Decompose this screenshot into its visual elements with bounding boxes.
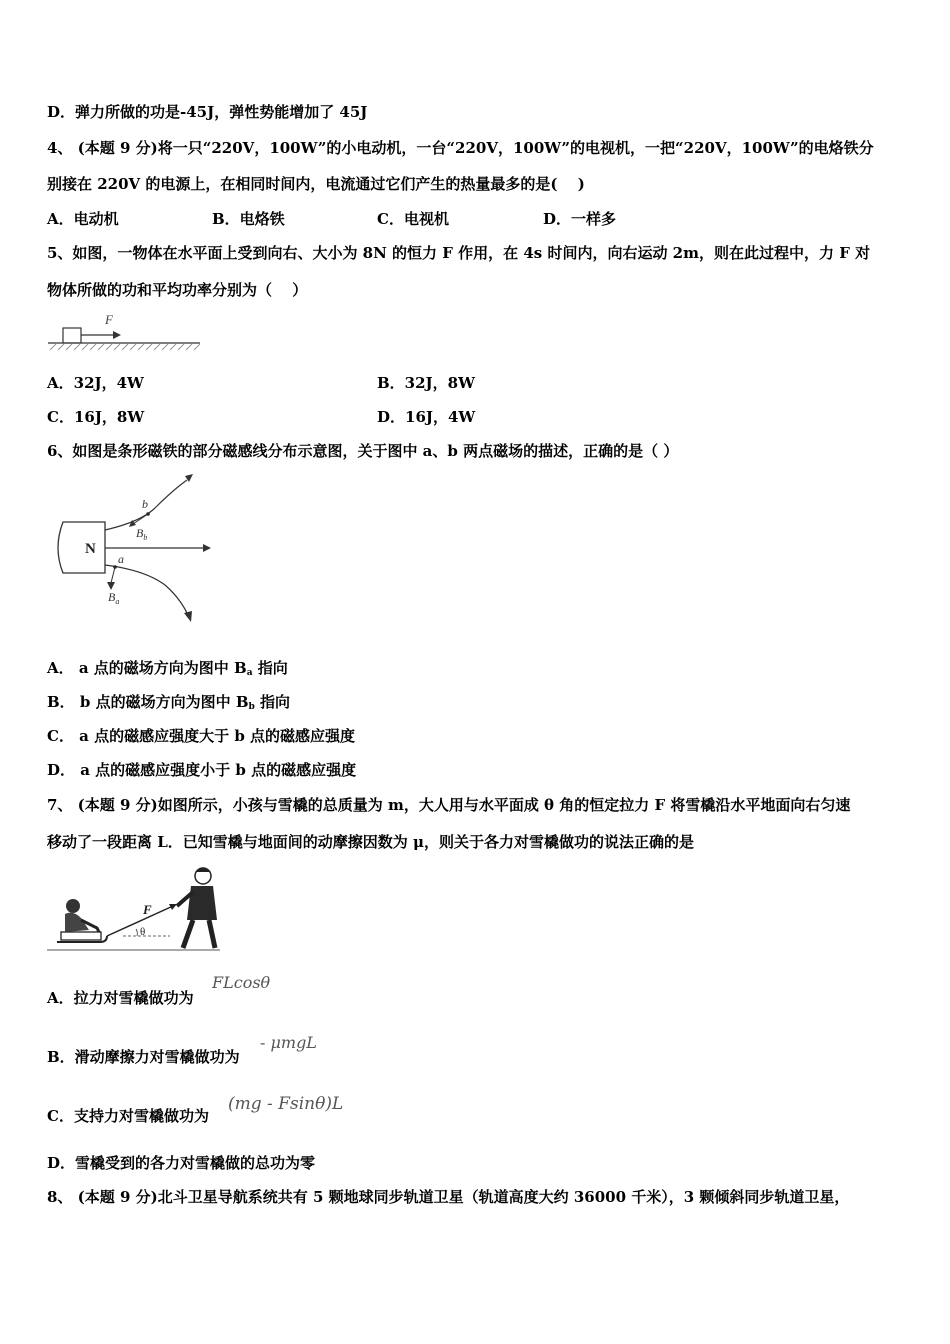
q5-option-d: D．16J，4W [377,408,476,426]
q5-force-label: F [105,312,113,327]
q7-option-b: B．滑动摩擦力对雪橇做功为 [47,1048,240,1066]
q7-option-c: C．支持力对雪橇做功为 [47,1107,209,1125]
q5-stem-line2: 物体所做的功和平均功率分别为（ ） [47,281,308,299]
q7-angle-label: θ [140,926,146,938]
q6-option-c: C． a 点的磁感应强度大于 b 点的磁感应强度 [47,727,356,745]
q7-stem-line1: 7、 (本题 9 分)如图所示，小孩与雪橇的总质量为 m，大人用与水平面成 θ 角的恒定拉力 F 将雪橇沿水平地面向右匀速 [47,796,851,814]
q6-option-d: D． a 点的磁感应强度小于 b 点的磁感应强度 [47,761,357,779]
q6-magnet-field-figure [45,470,220,625]
q4-option-a: A．电动机 [47,210,119,228]
q7-sled-figure [45,862,225,957]
q6-point-a: a [118,552,124,566]
q4-option-b: B．电烙铁 [212,210,285,228]
q5-option-a: A．32J，4W [47,374,144,392]
q6-pole-label: N [85,541,96,557]
q7-force-label: F [143,902,152,917]
q5-block-force-figure [45,310,205,355]
q5-stem-line1: 5、如图，一物体在水平面上受到向右、大小为 8N 的恒力 F 作用，在 4s 时间内，向右运动 2m，则在此过程中，力 F 对 [47,244,871,262]
q6-field-ba: $B_a$ [108,590,120,606]
q7-stem-line2: 移动了一段距离 L．已知雪橇与地面间的动摩擦因数为 μ，则关于各力对雪橇做功的说法正确的是 [47,833,694,851]
q7-option-a: A．拉力对雪橇做功为 [47,989,194,1007]
q5-option-b: B．32J，8W [377,374,475,392]
q3-option-d: D．弹力所做的功是-45J，弹性势能增加了 45J [47,103,368,121]
q6-stem: 6、如图是条形磁铁的部分磁感线分布示意图，关于图中 a、b 两点磁场的描述，正确的是（ ） [47,442,679,460]
q8-stem-line1: 8、 (本题 9 分)北斗卫星导航系统共有 5 颗地球同步轨道卫星（轨道高度大约 36000 千米），3 颗倾斜同步轨道卫星， [47,1188,850,1206]
q4-option-d: D．一样多 [543,210,617,228]
q7-option-c-formula: (mg - Fsinθ)L [228,1094,344,1114]
q7-option-d: D．雪橇受到的各力对雪橇做的总功为零 [47,1154,316,1172]
q6-option-b: B． b 点的磁场方向为图中 $B_b$ 指向 [47,693,291,712]
q6-point-b: b [142,497,148,511]
q6-field-bb: $B_b$ [136,526,148,542]
q4-option-c: C．电视机 [377,210,449,228]
q7-option-a-formula: FLcosθ [212,973,271,992]
q7-option-b-formula: - μmgL [260,1033,317,1052]
q5-option-c: C．16J，8W [47,408,145,426]
q4-stem-line2: 别接在 220V 的电源上，在相同时间内，电流通过它们产生的热量最多的是( ) [47,175,585,193]
q6-option-a: A． a 点的磁场方向为图中 $B_a$ 指向 [47,659,288,678]
q4-stem-line1: 4、 (本题 9 分)将一只“220V，100W”的小电动机，一台“220V，100W”的电视机，一把“220V，100W”的电烙铁分 [47,139,874,157]
